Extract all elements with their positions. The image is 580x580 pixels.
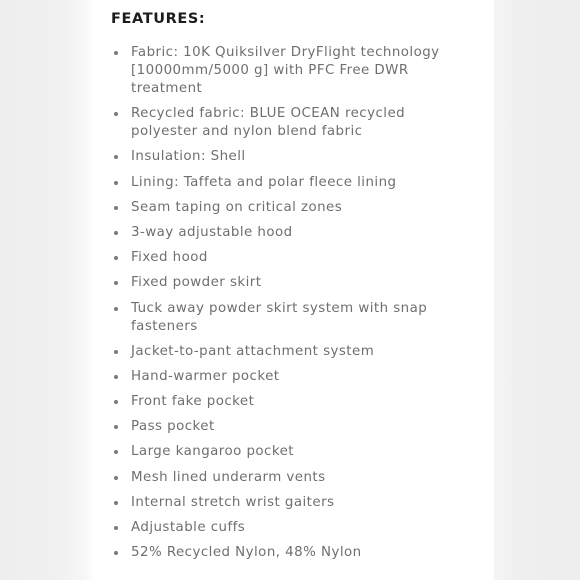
list-item-text: 3-way adjustable hood [131,224,293,240]
bullet-icon [114,181,118,185]
bullet-icon [114,51,118,55]
bullet-icon [114,476,118,480]
list-item-text: Fixed hood [131,250,208,266]
list-item-text: Pass pocket [131,419,215,435]
list-item-text: Tuck away powder skirt system with snap fasteners [131,300,428,334]
list-item-text: Adjustable cuffs [131,520,246,535]
list-item [131,274,451,292]
list-item [131,148,451,166]
list-item [131,494,451,512]
list-item-text: Mesh lined underarm vents [131,469,326,485]
list-item [131,249,451,267]
list-item [131,199,451,217]
list-item [131,544,451,562]
bullet-icon [114,206,118,210]
features-heading: FEATURES: [111,11,206,27]
bullet-icon [114,375,118,379]
list-item-text: Hand-warmer pocket [131,368,280,384]
bullet-icon [114,307,118,311]
list-item [131,519,451,537]
list-item [131,224,451,242]
features-list [131,44,451,569]
list-item-text: Front fake pocket [131,394,255,410]
list-item [131,368,451,386]
bullet-icon [114,231,118,235]
list-item [131,443,451,461]
list-item [131,393,451,411]
list-item-text: Seam taping on critical zones [131,199,343,215]
list-item [131,343,451,361]
list-item-text: Lining: Taffeta and polar fleece lining [131,174,397,190]
list-item-text: Internal stretch wrist gaiters [131,494,335,510]
list-item-text: Large kangaroo pocket [131,444,294,460]
bullet-icon [114,526,118,530]
list-item-text: Fabric: 10K Quiksilver DryFlight technology [10000mm/5000 g] with PFC Free DWR treatment [131,45,440,96]
list-item-text: Jacket-to-pant attachment system [131,343,375,359]
list-item-text: 52% Recycled Nylon, 48% Nylon [131,545,362,561]
list-item [131,174,451,192]
list-item [131,105,451,141]
list-item [131,469,451,487]
list-item [131,300,451,336]
list-item [131,44,451,98]
list-item-text: Insulation: Shell [131,149,246,165]
list-item-text: Recycled fabric: BLUE OCEAN recycled polyester and nylon blend fabric [131,106,406,140]
list-item [131,418,451,436]
bullet-icon [114,350,118,354]
list-item-text: Fixed powder skirt [131,275,262,291]
bullet-icon [114,501,118,505]
